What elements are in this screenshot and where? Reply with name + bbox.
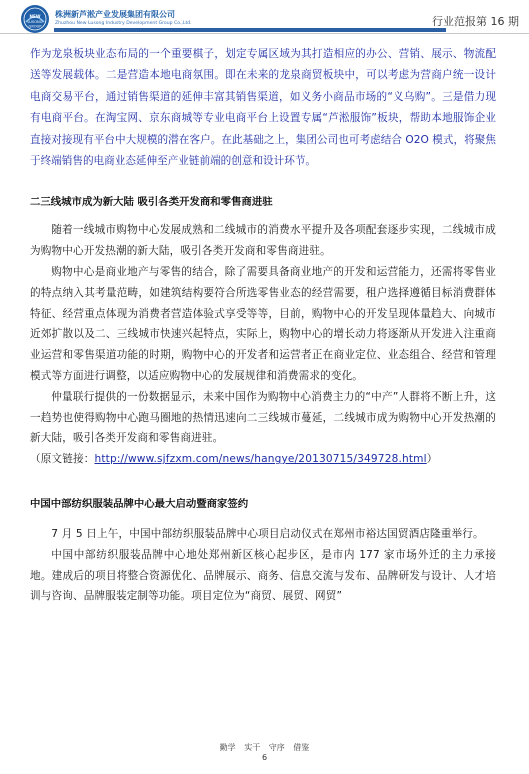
paragraph: 购物中心是商业地产与零售的结合，除了需要具备商业地产的开发和运营能力，还需将零售业的特点纳入其考量范畴，如建筑结构要符合所选零售业态的经营需要，租户选择遵循目标消费群体特征、经营重点体现为消费者营造体验式享受等等，目前，购物中心的开发呈现体量趋大、向城市近郊扩散以及二、三线城市快速兴起特点，实际上，购物中心的增长动力将逐渐从开发进入注重商业运营和零售渠道功能的时期，购物中心的开发者和运营者正在商业定位、业态组合、经营和管理模式等方面进行调整，以适应购物中心的发展规律和消费需求的变化。 <box>30 266 496 383</box>
paragraph: 中国中部纺织服装品牌中心地处郑州新区核心起步区，是市内 177 家市场外迁的主力承接地。建成后的项目将整合资源优化、品牌展示、商务、信息交流与发布、品牌研发与设计、人才培训与咨询、品牌服装定制等功能。项目定位为“商贸、展贸、网贸” <box>30 548 496 603</box>
page-footer <box>0 743 529 763</box>
footer-motto: 勤学 实干 守序 借鉴 <box>219 743 310 752</box>
section-heading-brand-center: 中国中部纺织服装品牌中心最大启动暨商家签约 <box>30 498 249 510</box>
brand-name: 株洲新芦淞产业发展集团有限公司 <box>55 10 175 19</box>
brand-subtitle: Zhuzhou New Lusong Industry Development Group Co.,Ltd. <box>55 21 192 26</box>
header-bar <box>54 28 446 32</box>
intro-paragraph: 作为龙泉板块业态布局的一个重要棋子，划定专属区域为其打造相应的办公、营销、展示、物流配送等发展载体。二是营造本地电商氛围。即在未来的龙泉商贸板块中，可以考虑为营商户统一设计电商交易平台，通过销售渠道的延伸丰富其销售渠道，如义务小商品市场的“义乌购”。三是借力现有电商平台。在淘宝网、京东商城等专业电商平台上设置专属“芦淞服饰”板块，帮助本地服饰企业直接对接现有平台中大规模的潜在客户。在此基础之上，集团公司也可考虑结合 O2O 模式，将聚焦于终端销售的电商业态延伸至产业链前端的创意和设计环节。 <box>30 48 496 168</box>
svg-text:NEW: NEW <box>29 14 41 19</box>
company-logo <box>20 4 50 34</box>
page-header <box>0 0 529 34</box>
svg-text:GROUP: GROUP <box>28 24 42 29</box>
page-number: 6 <box>261 753 268 762</box>
issue-label: 行业范报第 16 期 <box>432 15 519 28</box>
source-link[interactable]: http://www.sjfzxm.com/news/hangye/20130715/349728.html <box>94 453 427 466</box>
source-close: ） <box>426 453 438 466</box>
paragraph: 仲量联行提供的一份数据显示，未来中国作为购物中心消费主力的“中产”人群将不断上升，这一趋势也使得购物中心跑马圈地的热情迅速向二三线城市蔓延，二线城市成为购物中心开发热潮的新大陆，吸引各类开发商和零售商进驻。 <box>30 390 496 445</box>
source-line <box>30 449 496 470</box>
paragraph: 随着一线城市购物中心发展成熟和二线城市的消费水平提升及各项配套逐步实现，二线城市成为购物中心开发热潮的新大陆，吸引各类开发商和零售商进驻。 <box>30 224 496 258</box>
page-content <box>30 44 496 607</box>
paragraph: 7 月 5 日上午，中国中部纺织服装品牌中心项目启动仪式在郑州市裕达国贸酒店隆重举行。 <box>51 528 484 540</box>
source-label: （原文链接： <box>30 453 95 466</box>
header-divider <box>0 33 529 34</box>
svg-text:LUSONG: LUSONG <box>27 20 43 24</box>
section-heading-tier-cities: 二三线城市成为新大陆 吸引各类开发商和零售商进驻 <box>30 196 273 209</box>
